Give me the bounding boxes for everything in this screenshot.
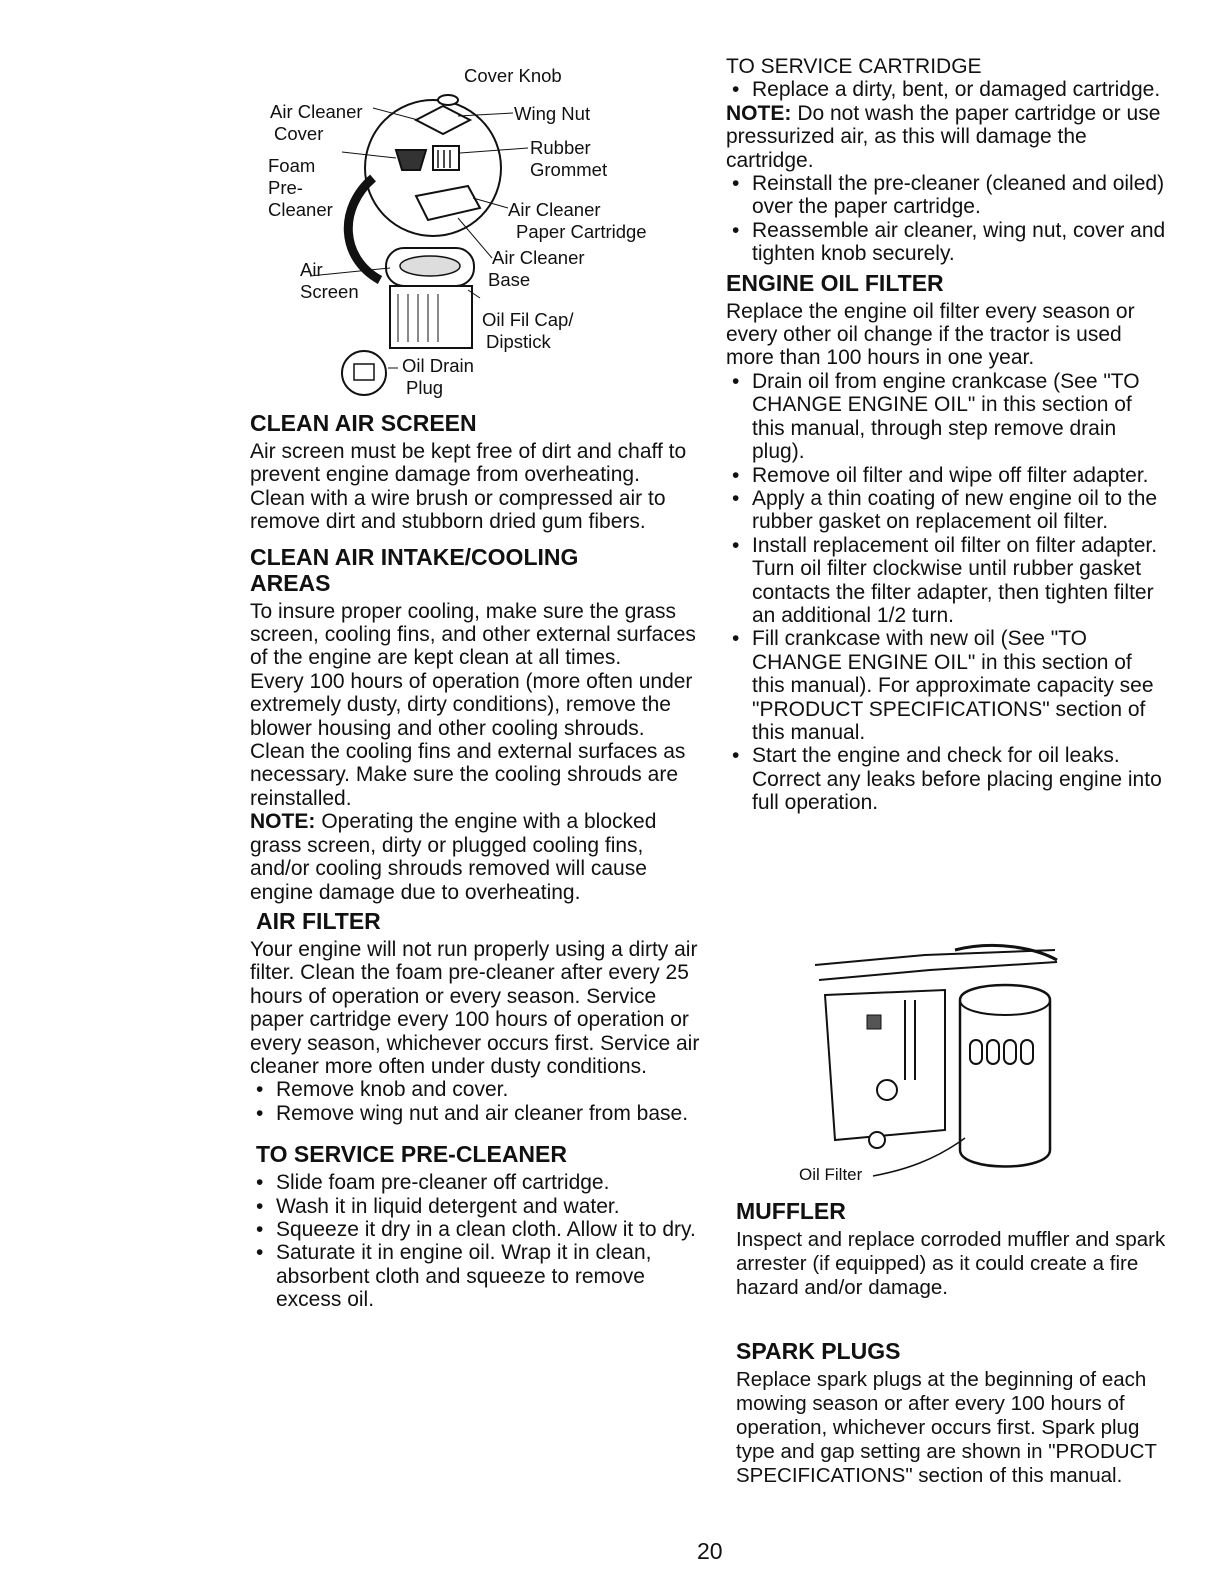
heading-air-filter: AIR FILTER — [256, 907, 381, 934]
label-foam: Foam — [268, 155, 316, 176]
label-pre: Pre- — [268, 177, 303, 198]
list-item: • Install replacement oil filter on filter adapter. Turn oil filter clockwise until rubber gasket contacts the filter adapter, then tighten filter an additional 1/2 turn. — [726, 534, 1166, 628]
label-wing-nut: Wing Nut — [514, 103, 591, 124]
list-item: • Remove knob and cover. — [250, 1078, 700, 1101]
muffler-text: Inspect and replace corroded muffler and spark arrester (if equipped) as it could create a fire hazard and/or damage. — [736, 1228, 1166, 1299]
list-item: • Fill crankcase with new oil (See "TO CHANGE ENGINE OIL" in this section of this manual). For approximate capacity see "PRODUCT SPECIFICATIONS" section of this manual. — [726, 627, 1166, 744]
label-paper-cartridge-2: Paper Cartridge — [516, 221, 647, 242]
label-plug: Plug — [406, 377, 444, 398]
label-cleaner: Cleaner — [268, 199, 333, 220]
cartridge-list-2 — [726, 172, 1166, 266]
list-item: • Remove oil filter and wipe off filter adapter. — [726, 464, 1166, 487]
label-paper-cartridge: Air Cleaner — [508, 199, 601, 220]
list-item: • Start the engine and check for oil leaks. Correct any leaks before placing engine into full operation. — [726, 744, 1166, 814]
label-dipstick: Dipstick — [486, 331, 551, 352]
note-text: Do not wash the paper cartridge or use pressurized air, as this will damage the cartridge. — [726, 101, 1161, 172]
heading-service-pre-cleaner: TO SERVICE PRE-CLEANER — [256, 1141, 567, 1168]
label-cleaner-base: Air Cleaner — [492, 247, 585, 268]
label-air-screen: Air — [300, 259, 323, 280]
label-rubber-grommet: Rubber — [530, 137, 591, 158]
clean-intake-note — [250, 810, 700, 904]
air-filter-text: Your engine will not run properly using a dirty air filter. Clean the foam pre-cleaner after every 25 hours of operation or every season. Service paper cartridge every 100 hours of operation or every season, whichever occurs first. Service air cleaner more often under dusty conditions. — [250, 937, 700, 1078]
label-oil-filter: Oil Filter — [799, 1165, 863, 1184]
list-item: • Squeeze it dry in a clean cloth. Allow it to dry. — [250, 1218, 700, 1241]
list-item: • Remove wing nut and air cleaner from base. — [250, 1102, 700, 1125]
label-oil-drain: Oil Drain — [402, 355, 474, 376]
air-filter-list — [250, 1078, 700, 1125]
label-rubber-grommet-2: Grommet — [530, 159, 608, 180]
label-cleaner-base-2: Base — [488, 269, 531, 290]
cartridge-list-1 — [726, 78, 1166, 101]
list-item: • Slide foam pre-cleaner off cartridge. — [250, 1171, 700, 1194]
heading-clean-air-intake: CLEAN AIR INTAKE/COOLING AREAS — [250, 543, 579, 596]
note-label: NOTE: — [250, 810, 316, 834]
heading-service-cartridge: TO SERVICE CARTRIDGE — [726, 55, 982, 78]
list-item: • Saturate it in engine oil. Wrap it in clean, absorbent cloth and squeeze to remove excess oil. — [250, 1241, 700, 1311]
clean-intake-text-2: Every 100 hours of operation (more often under extremely dusty, dirty conditions), remove the blower housing and other cooling shrouds. Clean the cooling fins and external surfaces as necessary. Make sure the cooling shrouds are reinstalled. — [250, 669, 693, 810]
label-oil-fill: Oil Fil Cap/ — [482, 309, 574, 330]
oil-filter-list — [726, 370, 1166, 815]
note-label: NOTE: — [726, 101, 792, 125]
page-number: 20 — [697, 1538, 723, 1564]
spark-plugs-section — [736, 1338, 1166, 1488]
spark-plugs-text: Replace spark plugs at the beginning of each mowing season or after every 100 hours of operation, whichever occurs first. Spark plug type and gap setting are shown in "PRODUCT SPECIFICATIONS" section of this manual. — [736, 1368, 1157, 1487]
list-item: • Wash it in liquid detergent and water. — [250, 1195, 700, 1218]
heading-spark-plugs: SPARK PLUGS — [736, 1338, 901, 1364]
left-column — [250, 410, 700, 1312]
heading-muffler: MUFFLER — [736, 1198, 846, 1224]
cartridge-note — [726, 102, 1166, 172]
list-item: • Drain oil from engine crankcase (See "TO CHANGE ENGINE OIL" in this section of this manual, through step remove drain plug). — [726, 370, 1166, 464]
list-item: • Apply a thin coating of new engine oil to the rubber gasket on replacement oil filter. — [726, 487, 1166, 534]
list-item: • Reassemble air cleaner, wing nut, cover and tighten knob securely. — [726, 219, 1166, 266]
list-item: • Replace a dirty, bent, or damaged cartridge. — [726, 78, 1166, 101]
clean-air-screen-text: Air screen must be kept free of dirt and chaff to prevent engine damage from overheating. Clean with a wire brush or compressed air to remove dirt and stubborn dried gum fibers. — [250, 440, 687, 534]
muffler-section — [736, 1198, 1166, 1300]
air-cleaner-diagram — [268, 58, 688, 408]
pre-cleaner-list — [250, 1171, 700, 1311]
label-air-screen-2: Screen — [300, 281, 359, 302]
clean-intake-text-1: To insure proper cooling, make sure the grass screen, cooling fins, and other external surfaces of the engine are kept clean at all times. — [250, 599, 696, 670]
oil-filter-diagram — [795, 940, 1075, 1195]
right-column — [726, 55, 1166, 815]
heading-engine-oil-filter: ENGINE OIL FILTER — [726, 269, 944, 296]
oil-filter-text: Replace the engine oil filter every season or every other oil change if the tractor is used more than 100 hours in one year. — [726, 299, 1135, 370]
label-air-cleaner-cover-2: Cover — [274, 123, 324, 144]
note-text: Operating the engine with a blocked grass screen, dirty or plugged cooling fins, and/or cooling shrouds removed will cause engine damage due to overheating. — [250, 810, 657, 904]
heading-clean-air-screen: CLEAN AIR SCREEN — [250, 410, 477, 436]
list-item: • Reinstall the pre-cleaner (cleaned and oiled) over the paper cartridge. — [726, 172, 1166, 219]
label-cover-knob: Cover Knob — [464, 65, 562, 86]
label-air-cleaner-cover: Air Cleaner — [270, 101, 363, 122]
